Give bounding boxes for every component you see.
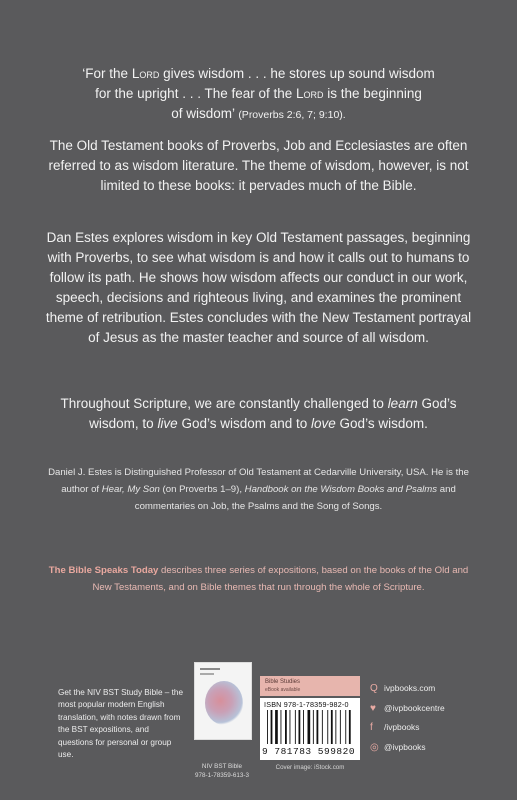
study-bible-isbn: 978-1-78359-613-3: [195, 772, 249, 779]
quote-text: ‘For the: [82, 66, 132, 81]
bio-text: (on Proverbs 1–9),: [159, 484, 245, 495]
isbn-number: ISBN 978-1-78359-982-0: [264, 700, 349, 709]
bio-book-title: Handbook on the Wisdom Books and Psalms: [244, 484, 438, 495]
social-facebook[interactable]: [370, 722, 490, 736]
challenge-text: God’s wisdom and to: [177, 416, 312, 431]
social-text: @ivpbookcentre: [384, 703, 445, 713]
book-cover-artwork: [205, 681, 243, 725]
challenge-emphasis: learn: [387, 396, 418, 411]
ebook-availability: eBook available: [265, 687, 301, 693]
summary-paragraph: Dan Estes explores wisdom in key Old Testament passages, beginning with Proverbs, to see what wisdom is and how it calls out to humans to follow its path. He shows how wisdom affects our conduct in our work, speech, decisions and righteous living, and examines the prominent theme of retribution. Estes concludes with the New Testament portrayal of Jesus as the master teacher and source of all wisdom.: [45, 230, 472, 345]
challenge-emphasis: live: [157, 416, 178, 431]
category-title: Bible Studies: [265, 679, 301, 685]
series-name: The Bible Speaks Today: [48, 565, 159, 576]
bio-text: and commentaries on Job, the Psalms and the Song of Songs.: [134, 484, 456, 512]
category-label: [260, 676, 360, 696]
series-description: [40, 562, 477, 596]
social-text: /ivpbooks: [384, 722, 420, 732]
study-bible-cover-image: [194, 662, 252, 740]
cover-credit: Cover image: iStock.com: [275, 764, 345, 771]
quote-lord: Lord: [296, 86, 324, 101]
facebook-icon: f: [370, 722, 373, 734]
challenge-text: Throughout Scripture, we are constantly challenged to: [60, 396, 388, 411]
barcode-digits: 9 781783 599820: [262, 746, 356, 757]
series-text: describes three series of expositions, based on the books of the Old and New Testaments, and on Bible themes that run through the whole of Scripture.: [92, 565, 469, 593]
quote-lord: Lord: [131, 66, 160, 81]
quote-citation: (Proverbs 2:6, 7; 9:10).: [238, 109, 346, 121]
book-title-mark: [200, 668, 220, 670]
study-bible-caption: [186, 762, 258, 780]
social-text: @ivpbooks: [384, 742, 426, 752]
barcode-icon: [266, 710, 354, 744]
barcode-panel: [260, 698, 360, 760]
bio-book-title: Hear, My Son: [101, 484, 160, 495]
quote-text: of wisdom’: [171, 106, 239, 121]
instagram-icon: ◎: [370, 742, 379, 754]
quote-text: gives wisdom . . . he stores up sound wisdom: [159, 66, 435, 81]
twitter-icon: ♥: [370, 703, 376, 715]
social-twitter[interactable]: [370, 703, 490, 717]
intro-paragraph: The Old Testament books of Proverbs, Job and Ecclesiastes are often referred to as wisdom literature. The theme of wisdom, however, is not limited to these books: it pervades much of the Bible.: [48, 138, 469, 193]
epigraph-quote: [40, 64, 477, 125]
quote-text: for the upright . . . The fear of the: [95, 86, 297, 101]
author-bio: [40, 464, 477, 515]
book-subtitle-mark: [200, 673, 214, 675]
challenge-text: God’s wisdom.: [335, 416, 428, 431]
barcode-graphic: [266, 710, 354, 744]
challenge-emphasis: love: [311, 416, 336, 431]
challenge-text: God’s wisdom, to: [89, 396, 457, 431]
social-instagram[interactable]: [370, 742, 490, 756]
quote-text: is the beginning: [323, 86, 422, 101]
search-icon: Q: [370, 683, 378, 695]
study-bible-ad: Get the NIV BST Study Bible – the most popular modern English translation, with notes drawn from the BST expositions, and questions for personal or group use.: [58, 688, 184, 760]
challenge-paragraph: [40, 394, 477, 434]
study-bible-name: NIV BST Bible: [201, 763, 243, 770]
bio-text: Daniel J. Estes is Distinguished Professor of Old Testament at Cedarville University, USA. He is the author of: [48, 467, 469, 495]
social-text: ivpbooks.com: [384, 683, 436, 693]
social-website[interactable]: [370, 683, 490, 697]
